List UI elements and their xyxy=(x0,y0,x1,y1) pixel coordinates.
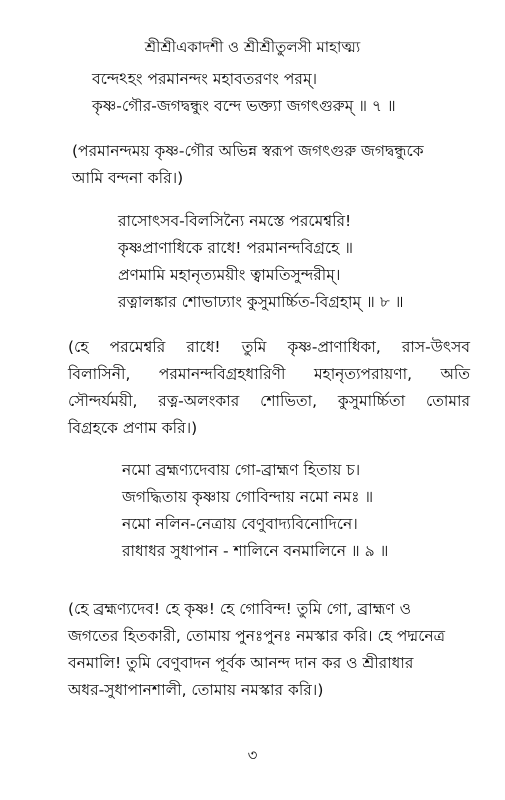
verse-line: রাসোৎসব-বিলসিন্যৈ নমস্তে পরমেশ্বরি! xyxy=(118,212,352,230)
verse-8 xyxy=(118,208,404,316)
verse-line: নমো নলিন-নেত্রায় বেণুবাদ্যবিনোদিনে। xyxy=(122,515,358,533)
running-header: শ্রীশ্রীএকাদশী ও শ্রীশ্রীতুলসী মাহাত্ম্য xyxy=(144,38,361,56)
translation-9 xyxy=(68,596,472,704)
page-number: ৩ xyxy=(247,746,258,764)
verse-line: প্রণমামি মহানৃত্যময়ীং ত্বামতিসুন্দরীম্। xyxy=(118,266,341,284)
verse-7 xyxy=(92,66,396,120)
verse-line: বন্দেঽহং পরমানন্দং মহাবতরণং পরম্। xyxy=(92,70,318,88)
verse-line: কৃষ্ণ-গৌর-জগদ্বন্ধুং বন্দে ভক্ত্যা জগৎগুরুম্ ॥ ৭ ॥ xyxy=(92,97,396,115)
verse-line: রত্নালঙ্কার শোভাঢ্যাং কুসুমার্চ্চিত-বিগ্রহাম্ ॥ ৮ ॥ xyxy=(118,293,404,311)
para-line: (হে পরমেশ্বরি রাধে! তুমি কৃষ্ণ-প্রাণাধিকা, রাস-উৎসব xyxy=(68,338,470,356)
para-line: (পরমানন্দময় কৃষ্ণ-গৌর অভিন্ন স্বরূপ জগৎগুরু জগদ্বন্ধুকে xyxy=(72,142,424,160)
para-line: (হে ব্রহ্মণ্যদেব! হে কৃষ্ণ! হে গোবিন্দ! তুমি গো, ব্রাহ্মণ ও xyxy=(68,600,412,618)
translation-7 xyxy=(72,138,467,192)
translation-8 xyxy=(68,334,470,442)
verse-line: জগদ্ধিতায় কৃষ্ণায় গোবিন্দায় নমো নমঃ ॥ xyxy=(122,488,374,506)
verse-line: কৃষ্ণপ্রাণাধিকে রাধে! পরমানন্দবিগ্রহে ॥ xyxy=(118,239,354,257)
para-line: সৌন্দর্যময়ী, রত্ন-অলংকার শোভিতা, কুসুমার্চ্চিতা তোমার xyxy=(68,392,470,410)
para-line: বনমালি! তুমি বেণুবাদন পূর্বক আনন্দ দান কর ও শ্রীরাধার xyxy=(68,654,414,672)
para-line: আমি বন্দনা করি।) xyxy=(72,169,184,187)
para-line: জগতের হিতকারী, তোমায় পুনঃপুনঃ নমস্কার করি। হে পদ্মনেত্র xyxy=(68,627,446,645)
verse-line: রাধাধর সুধাপান - শালিনে বনমালিনে ॥ ৯ ॥ xyxy=(122,542,389,560)
verse-9 xyxy=(122,457,388,565)
para-line: বিলাসিনী, পরমানন্দবিগ্রহধারিণী মহানৃত্যপরায়ণা, অতি xyxy=(68,365,470,383)
para-line: অধর-সুধাপানশালী, তোমায় নমস্কার করি।) xyxy=(68,681,324,699)
verse-line: নমো ব্রহ্মণ্যদেবায় গো-ব্রাহ্মণ হিতায় চ। xyxy=(122,461,361,479)
para-line: বিগ্রহকে প্রণাম করি।) xyxy=(68,419,198,437)
